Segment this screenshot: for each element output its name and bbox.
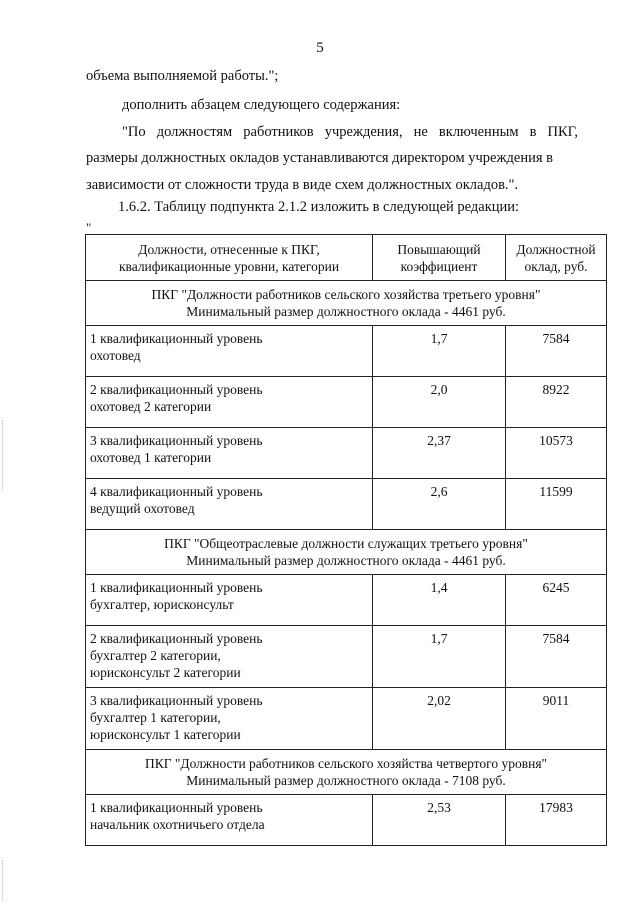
paragraph-line: 1.6.2. Таблицу подпункта 2.1.2 изложить в следующей редакции: [118,199,520,215]
coefficient-cell: 2,37 [373,428,506,479]
group-header-row [86,530,607,575]
header-text: квалификационные уровни, категории [118,258,340,274]
position-cell [86,377,373,428]
header-coefficient [373,235,506,281]
group-subtitle: Минимальный размер должностного оклада - 7108 руб. [186,773,506,788]
coefficient-cell: 2,53 [373,795,506,846]
paragraph-line: размеры должностных окладов устанавливаются директором учреждения в [86,150,553,166]
group-subtitle: Минимальный размер должностного оклада - 4461 руб. [186,304,506,319]
header-salary [506,235,607,281]
position-cell [86,428,373,479]
position-name: юрисконсульт 1 категории [90,727,241,742]
qualification-level: 3 квалификационный уровень [90,693,263,708]
table-row [86,479,607,530]
table-row [86,326,607,377]
position-name: охотовед [90,348,141,363]
position-name: бухгалтер 2 категории, [90,648,221,663]
page-number: 5 [316,40,324,56]
paragraph-line: "По должностям работников учреждения, не включенным в ПКГ, [122,124,578,140]
salary-table [85,234,607,846]
table-row [86,575,607,626]
opening-quote-mark: " [86,220,92,235]
header-text: Должностной [516,241,596,257]
header-text: коэффициент [400,258,478,274]
coefficient-cell: 1,4 [373,575,506,626]
position-cell [86,479,373,530]
coefficient-cell: 2,6 [373,479,506,530]
header-text: Должности, отнесенные к ПКГ, [138,241,320,257]
position-name: начальник охотничьего отдела [90,817,265,832]
position-name: охотовед 1 категории [90,450,212,465]
group-header-cell [86,281,607,326]
position-cell [86,688,373,750]
group-title: ПКГ "Должности работников сельского хозяйства четвертого уровня" [144,756,548,771]
salary-cell: 7584 [506,626,607,688]
table-row [86,795,607,846]
group-header-cell [86,750,607,795]
header-text: оклад, руб. [524,258,588,274]
coefficient-cell: 1,7 [373,626,506,688]
header-positions [86,235,373,281]
position-cell [86,575,373,626]
salary-cell: 10573 [506,428,607,479]
table-header-row [86,235,607,281]
salary-cell: 6245 [506,575,607,626]
coefficient-cell: 2,02 [373,688,506,750]
group-title: ПКГ "Должности работников сельского хозяйства третьего уровня" [151,287,541,302]
position-name: юрисконсульт 2 категории [90,665,241,680]
coefficient-cell: 2,0 [373,377,506,428]
scan-margin-mark [2,420,6,490]
position-name: ведущий охотовед [90,501,195,516]
paragraph-line: зависимости от сложности труда в виде схем должностных окладов.". [86,177,519,193]
header-text: Повышающий [397,241,481,257]
position-name: охотовед 2 категории [90,399,212,414]
salary-cell: 7584 [506,326,607,377]
position-cell [86,326,373,377]
table-row [86,626,607,688]
position-name: бухгалтер, юрисконсульт [90,597,234,612]
qualification-level: 2 квалификационный уровень [90,382,263,397]
table-row [86,377,607,428]
group-header-row [86,750,607,795]
salary-cell: 8922 [506,377,607,428]
position-name: бухгалтер 1 категории, [90,710,221,725]
group-subtitle: Минимальный размер должностного оклада - 4461 руб. [186,553,506,568]
qualification-level: 3 квалификационный уровень [90,433,263,448]
table-row [86,428,607,479]
table-row [86,688,607,750]
salary-cell: 17983 [506,795,607,846]
paragraph-line: дополнить абзацем следующего содержания: [122,97,401,113]
group-header-row [86,281,607,326]
group-title: ПКГ "Общеотраслевые должности служащих третьего уровня" [164,536,528,551]
group-header-cell [86,530,607,575]
scan-margin-mark [2,860,6,900]
position-cell [86,626,373,688]
qualification-level: 1 квалификационный уровень [90,800,263,815]
qualification-level: 1 квалификационный уровень [90,580,263,595]
position-cell [86,795,373,846]
qualification-level: 4 квалификационный уровень [90,484,263,499]
salary-cell: 11599 [506,479,607,530]
qualification-level: 1 квалификационный уровень [90,331,263,346]
paragraph-line: объема выполняемой работы."; [86,68,279,84]
coefficient-cell: 1,7 [373,326,506,377]
qualification-level: 2 квалификационный уровень [90,631,263,646]
salary-cell: 9011 [506,688,607,750]
